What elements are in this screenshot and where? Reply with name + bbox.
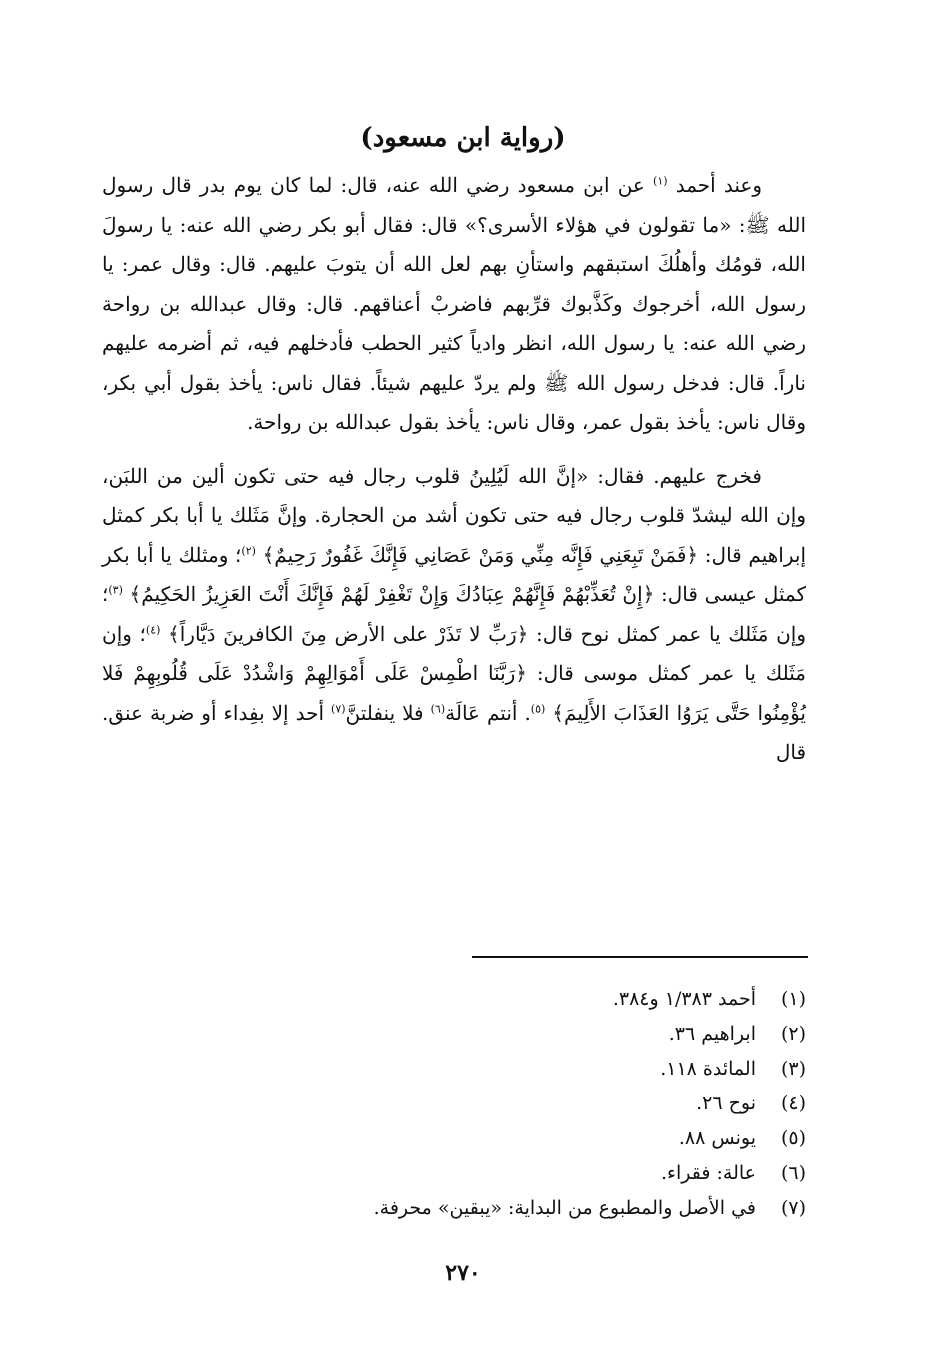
paragraph-1-text-b: عن ابن مسعود رضي الله عنه، قال: لما كان يوم بدر قال رسول الله ﷺ: «ما تقولون في هؤلاء الأسرى؟» قال: فقال أبو بكر رضي الله عنه: يا رسولَ الله، قومُك وأهلُكَ استبقهم واستأنِ بهم لعل الله أن يتوبَ عليهم. قال: وقال عمر: يا رسول الله، أخرجوك وكَذَّبوك قرِّبهم فاضربْ أعناقهم. قال: وقال عبدالله بن رواحة رضي الله عنه: يا رسول الله، انظر وادياً كثير الحطب فأدخلهم فيه، ثم أضرمه عليهم ناراً. قال: فدخل رسول الله ﷺ ولم يردّ عليهم شيئاً. فقال ناس: يأخذ بقول أبي بكر، وقال ناس: يأخذ بقول عمر، وقال ناس: يأخذ بقول عبدالله بن رواحة. bbox=[102, 173, 806, 434]
paragraph-2-text-f: فلا ينفلتنَّ bbox=[345, 700, 431, 725]
footnote-4 bbox=[246, 1086, 806, 1121]
paragraph-2 bbox=[102, 457, 806, 773]
main-text bbox=[102, 166, 806, 773]
footnote-1 bbox=[246, 982, 806, 1017]
footnote-number: (٣) bbox=[780, 1057, 806, 1080]
footnote-6 bbox=[246, 1156, 806, 1191]
footnote-ref-3: (٣) bbox=[108, 583, 123, 597]
footnote-ref-1: (١) bbox=[653, 174, 668, 188]
footnote-number: (٥) bbox=[780, 1127, 806, 1150]
paragraph-2-text-c: ؛ وإن مَثَلك يا عمر كمثل نوح قال: ﴿رَبِّ لا تَذَرْ على الأرض مِنَ الكافرينَ دَيَّاراً﴾ bbox=[102, 582, 806, 646]
footnote-number: (٢) bbox=[780, 1022, 806, 1045]
paragraph-2-text-e: . أنتم عَالَة bbox=[445, 700, 531, 725]
paragraph-2-text-a: فخرج عليهم. فقال: «إنَّ الله لَيُلِينُ قلوب رجال فيه حتى تكون ألين من اللبَن، وإن الله ليشدّ قلوب رجال فيه حتى تكون أشد من الحجارة. وإنَّ مَثَلك يا أبا بكر كمثل إبراهيم قال: ﴿فَمَنْ تَبِعَنِي فَإِنَّه مِنِّي وَمَنْ عَصَانِي فَإِنَّكَ غَفُورٌ رَحِيمٌ﴾ bbox=[102, 463, 806, 567]
footnote-ref-5: (٥) bbox=[530, 701, 546, 715]
paragraph-1 bbox=[102, 166, 806, 443]
footnote-ref-2: (٢) bbox=[241, 543, 256, 557]
footnote-text: عالة: فقراء. bbox=[661, 1161, 756, 1184]
page-number: ٢٧٠ bbox=[445, 1260, 481, 1286]
footnote-3 bbox=[246, 1052, 806, 1087]
footnote-divider bbox=[472, 956, 808, 958]
paragraph-2-text-b: ؛ ومثلك يا أبا بكر كمثل عيسى قال: ﴿إِنْ تُعَذِّبْهُمْ فَإِنَّهُمْ عِبَادُكَ وَإِنْ تَغْفِرْ لَهُمْ فَإِنَّكَ أَنْتَ العَزِيزُ الحَكِيمُ﴾ bbox=[102, 542, 806, 606]
section-heading: (رواية ابن مسعود) bbox=[360, 123, 566, 153]
footnote-text: ابراهيم ٣٦. bbox=[668, 1022, 756, 1045]
footnote-text: يونس ٨٨. bbox=[678, 1127, 756, 1150]
footnote-number: (١) bbox=[780, 988, 806, 1010]
footnote-5 bbox=[246, 1121, 806, 1156]
footnote-ref-4: (٤) bbox=[145, 622, 161, 636]
footnote-7 bbox=[246, 1191, 806, 1226]
paragraph-1-text-a: وعند أحمد bbox=[667, 173, 762, 197]
footnote-text: في الأصل والمطبوع من البداية: «يبقين» محرفة. bbox=[373, 1196, 756, 1219]
footnote-ref-6: (٦) bbox=[430, 701, 446, 715]
footnote-text: نوح ٢٦. bbox=[696, 1092, 756, 1115]
paragraph-2-text-d: ؛ وإن مَثَلك يا عمر كمثل موسى قال: ﴿رَبَّنَا اطْمِسْ عَلَى أَمْوَالِهِمْ وَاشْدُدْ عَلَى قُلُوبِهِمْ فَلا يُؤْمِنُوا حَتَّى يَرَوُا العَذَابَ الأَلِيمَ﴾ bbox=[102, 621, 806, 725]
footnote-number: (٧) bbox=[780, 1196, 806, 1219]
footnote-2 bbox=[246, 1017, 806, 1052]
footnote-text: أحمد ١/٣٨٣ و٣٨٤. bbox=[612, 988, 756, 1010]
footnote-number: (٤) bbox=[780, 1092, 806, 1115]
footnote-text: المائدة ١١٨. bbox=[660, 1057, 756, 1080]
paragraph-2-text-g: أحد إلا بفِداء أو ضربة عنق. قال bbox=[102, 700, 806, 764]
footnote-number: (٦) bbox=[780, 1161, 806, 1184]
footnotes-list bbox=[246, 982, 806, 1226]
footnote-ref-7: (٧) bbox=[331, 701, 346, 715]
